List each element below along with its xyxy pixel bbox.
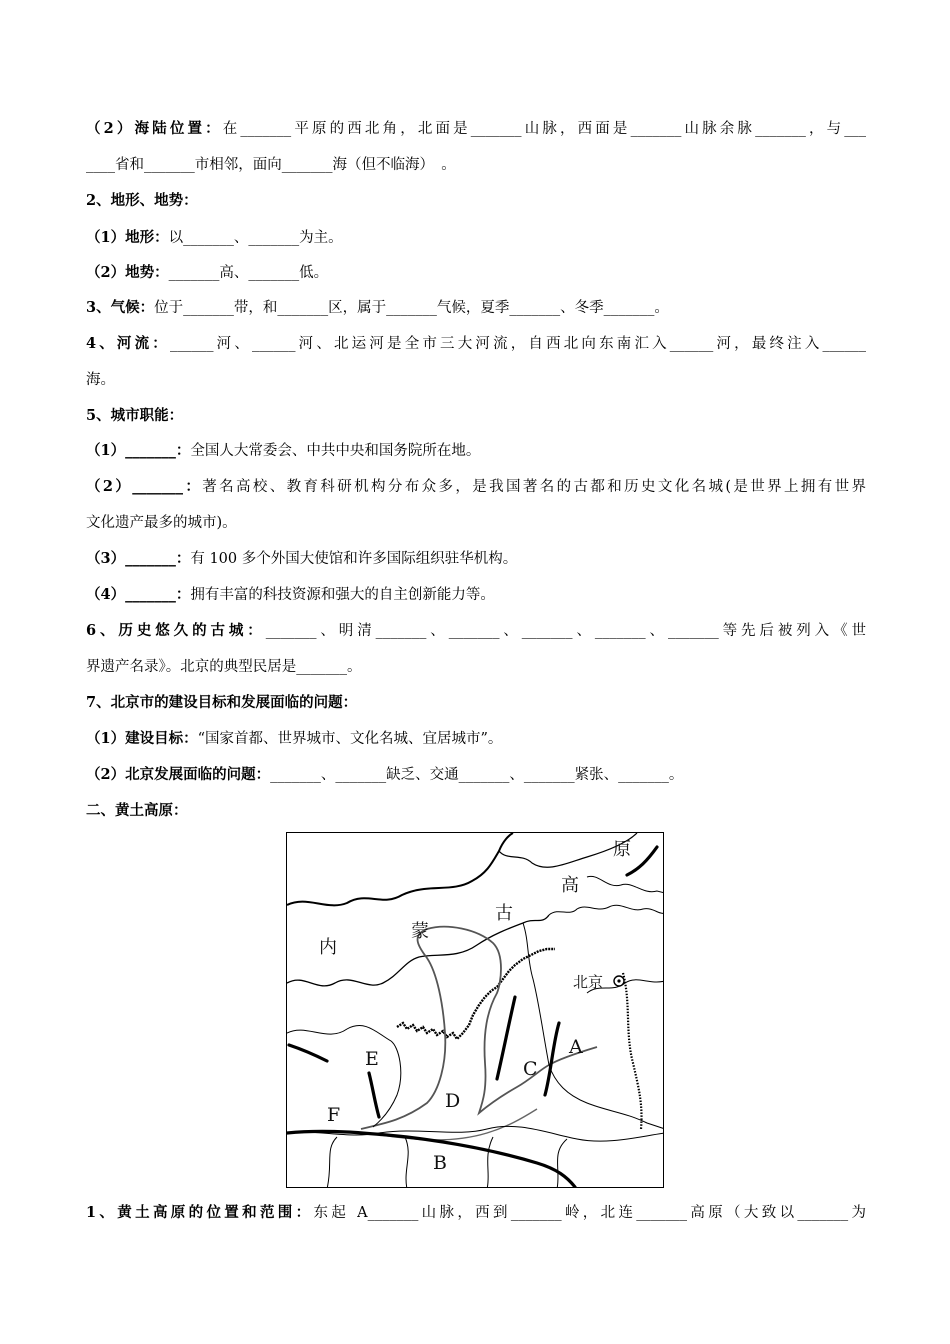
- label-E: E: [365, 1048, 379, 1070]
- line-text: ____省和_______市相邻，面向_______海（但不临海） 。: [86, 157, 456, 173]
- line-heading: （4）_______：: [86, 586, 191, 603]
- text-line: [86, 1203, 866, 1223]
- text-line: [86, 513, 866, 533]
- label-yuan: 原: [613, 839, 631, 860]
- text-line: [86, 585, 866, 605]
- line-text: 拥有丰富的科技资源和强大的自主创新能力等。: [190, 587, 495, 603]
- label-A: A: [569, 1036, 583, 1058]
- map-svg: [287, 833, 664, 1188]
- line-text: 文化遗产最多的城市)。: [86, 515, 237, 531]
- line-heading: 二、黄土高原：: [86, 802, 188, 819]
- line-text: 有 100 多个外国大使馆和许多国际组织驻华机构。: [190, 551, 518, 567]
- range-C-luliang: [497, 997, 515, 1079]
- yellow-river: [361, 927, 597, 1129]
- text-line: [86, 191, 866, 211]
- beijing-dot: [617, 979, 620, 982]
- label-F: F: [327, 1104, 341, 1126]
- text-line: [86, 477, 866, 497]
- loess-plateau-map: [286, 832, 664, 1188]
- line-heading: 6、历史悠久的古城：: [86, 622, 266, 639]
- line-text: 位于_______带，和_______区，属于_______气候，夏季_______、冬季_______。: [154, 300, 669, 316]
- line-text: _______、明清_______、_______、_______、_______、_______等先后被列入《世: [265, 623, 867, 639]
- text-line: [86, 334, 866, 354]
- text-line: [86, 765, 866, 785]
- text-line: [86, 549, 866, 569]
- text-line: [86, 406, 866, 426]
- line-heading: 4、河流：: [86, 335, 170, 352]
- line-heading: 7、北京市的建设目标和发展面临的问题：: [86, 694, 358, 711]
- label-beijing: 北京: [573, 973, 604, 991]
- label-meng: 蒙: [411, 921, 429, 942]
- label-nei: 内: [319, 937, 337, 958]
- line-text: ______河、______河、北运河是全市三大河流，自西北向东南汇入______河，最终注入______: [169, 336, 867, 352]
- range-E-liupan: [369, 1073, 379, 1117]
- province-border-2: [523, 923, 664, 1129]
- text-line: [86, 228, 866, 248]
- text-line: [86, 119, 866, 139]
- line-text: 东起 A_______山脉，西到_______岭，北连_______高原（大致以_______为: [313, 1205, 866, 1221]
- label-gao: 高: [561, 875, 579, 896]
- province-border-5: [287, 1126, 664, 1141]
- text-line: [86, 155, 866, 175]
- line-heading: （3）_______：: [86, 550, 191, 567]
- line-text: 界遗产名录》。北京的典型民居是_______。: [86, 659, 362, 675]
- line-heading: （2）北京发展面临的问题：: [86, 766, 271, 783]
- province-border-7: [587, 876, 664, 893]
- line-heading: 5、城市职能：: [86, 407, 184, 424]
- range-A-taihang: [545, 1023, 559, 1095]
- text-line: [86, 693, 866, 713]
- mongolia-border: [287, 833, 513, 905]
- line-heading: （1）_______：: [86, 442, 191, 459]
- province-border-3: [549, 905, 664, 915]
- line-text: “国家首都、世界城市、文化名城、宜居城市”。: [197, 731, 503, 747]
- text-line: [86, 657, 866, 677]
- line-heading: 2、地形、地势：: [86, 192, 198, 209]
- range-left: [289, 1045, 327, 1061]
- great-wall: [397, 949, 555, 1039]
- line-text: 全国人大常委会、中共中央和国务院所在地。: [190, 443, 481, 459]
- line-heading: （2）_______：: [86, 478, 203, 495]
- line-heading: （2）海陆位置：: [86, 120, 223, 137]
- line-heading: （2）地势：: [86, 264, 169, 281]
- line-heading: 3、气候：: [86, 299, 155, 316]
- province-border-1: [287, 1026, 401, 1127]
- label-D: D: [445, 1090, 461, 1112]
- text-line: [86, 621, 866, 641]
- railway: [623, 973, 642, 1129]
- line-text: _______高、_______低。: [168, 265, 329, 281]
- line-text: 海。: [86, 372, 115, 388]
- label-B: B: [433, 1152, 447, 1174]
- line-text: 以_______、_______为主。: [168, 230, 343, 246]
- text-line: [86, 298, 866, 318]
- line-text: 在_______平原的西北角，北面是_______山脉，西面是_______山脉余脉_______，与___: [222, 121, 867, 137]
- line-heading: （1）地形：: [86, 229, 169, 246]
- line-text: 著名高校、教育科研机构分布众多，是我国著名的古都和历史文化名城(是世界上拥有世界: [202, 479, 866, 495]
- text-line: [86, 370, 866, 390]
- line-text: _______、_______缺乏、交通_______、_______紧张、_______。: [270, 767, 684, 783]
- text-line: [86, 263, 866, 283]
- range-top-right: [627, 847, 657, 875]
- label-C: C: [523, 1058, 538, 1080]
- line-heading: 1、黄土高原的位置和范围：: [86, 1204, 314, 1221]
- text-line: [86, 441, 866, 461]
- line-heading: （1）建设目标：: [86, 730, 198, 747]
- label-gu: 古: [495, 903, 513, 924]
- text-line: [86, 801, 866, 821]
- text-line: [86, 729, 866, 749]
